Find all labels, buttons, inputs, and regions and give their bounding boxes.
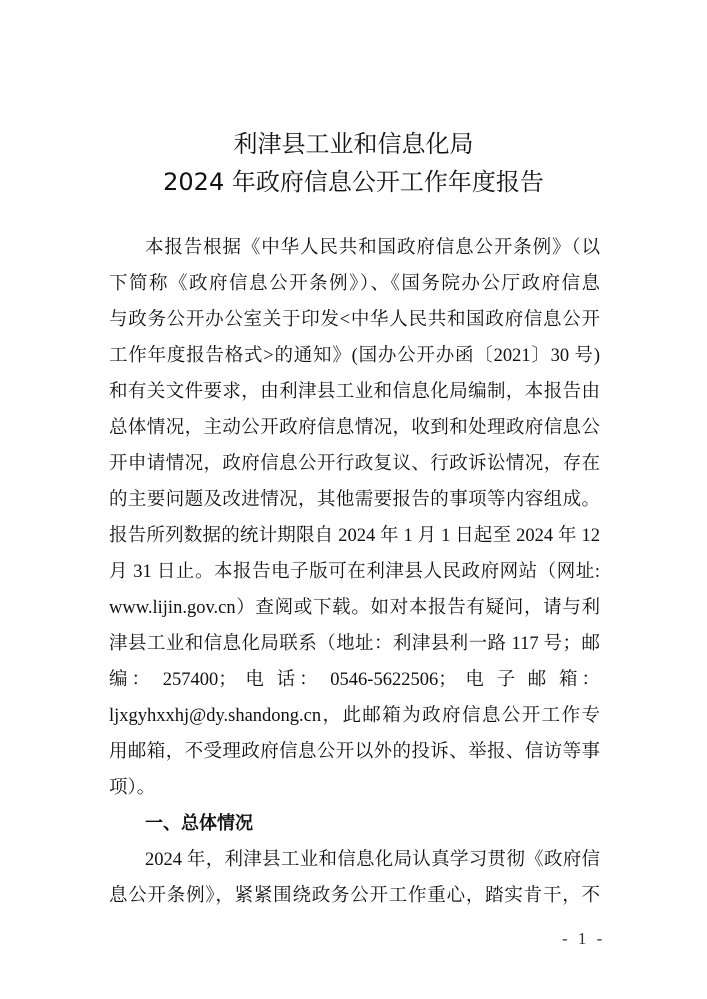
text-line: 项）。: [109, 778, 156, 798]
text-line: 工作年度报告格式>的通知》(国办公开办函〔2021〕30 号): [109, 346, 600, 366]
text-line: ljxgyhxxhj@dy.shandong.cn，此邮箱为政府信息公开工作专: [109, 706, 600, 726]
text-line: 和有关文件要求，由利津县工业和信息化局编制，本报告由: [109, 382, 600, 402]
document-title-line2: 2024 年政府信息公开工作年度报告: [163, 168, 544, 196]
text-line: 总体情况，主动公开政府信息情况，收到和处理政府信息公: [109, 418, 600, 438]
text-line: 编： 257400； 电 话： 0546-5622506； 电 子 邮 箱：: [109, 670, 600, 690]
text-line: 本报告根据《中华人民共和国政府信息公开条例》（以: [145, 238, 600, 258]
text-line: www.lijin.gov.cn）查阅或下载。如对本报告有疑问，请与利: [109, 598, 600, 618]
page-number: - 1 -: [562, 929, 606, 948]
text-line: 报告所列数据的统计期限自 2024 年 1 月 1 日起至 2024 年 12: [109, 526, 600, 546]
text-line: 2024 年，利津县工业和信息化局认真学习贯彻《政府信: [145, 850, 600, 870]
text-line: 开申请情况，政府信息公开行政复议、行政诉讼情况，存在: [109, 454, 600, 474]
text-line: 息公开条例》，紧紧围绕政务公开工作重心，踏实肯干，不: [109, 886, 600, 906]
text-line: 津县工业和信息化局联系（地址：利津县利一路 117 号；邮: [109, 634, 600, 654]
section-heading: 一、总体情况: [145, 813, 253, 834]
text-line: 与政务公开办公室关于印发<中华人民共和国政府信息公开: [109, 310, 600, 330]
text-line: 用邮箱，不受理政府信息公开以外的投诉、举报、信访等事: [109, 742, 600, 762]
text-line: 下简称《政府信息公开条例》）、《国务院办公厅政府信息: [109, 274, 600, 294]
text-line: 月 31 日止。本报告电子版可在利津县人民政府网站（网址:: [109, 562, 600, 582]
document-title-line1: 利津县工业和信息化局: [233, 130, 474, 158]
text-line: 的主要问题及改进情况，其他需要报告的事项等内容组成。: [109, 490, 600, 510]
